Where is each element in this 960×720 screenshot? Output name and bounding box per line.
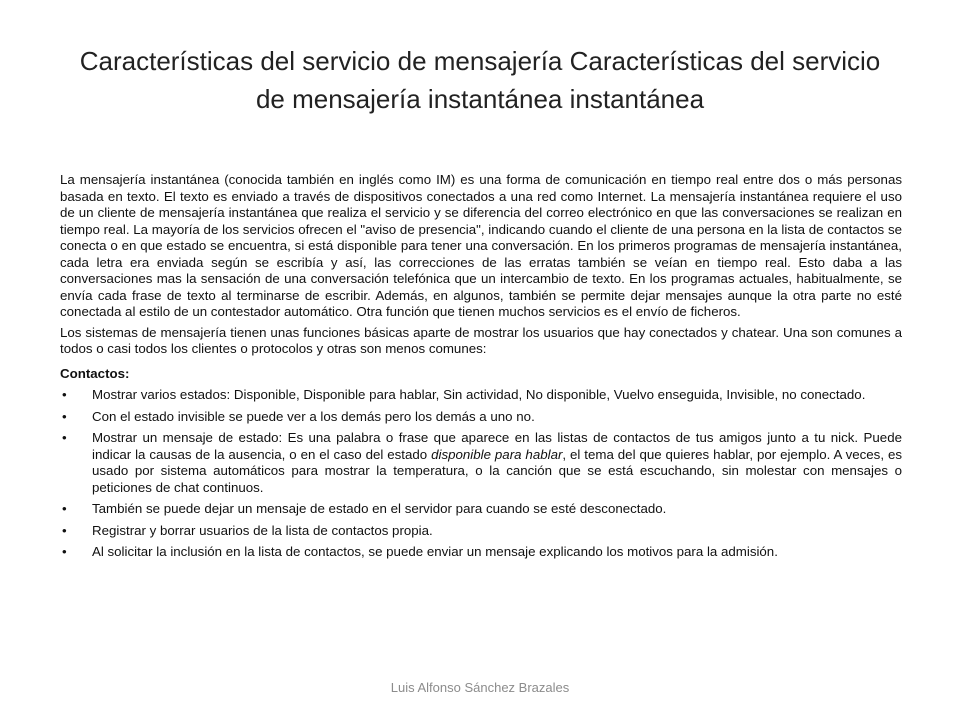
bullet-item-offline-status: [60, 501, 902, 518]
bullet-item-contact-request: [60, 544, 902, 561]
slide-footer: Luis Alfonso Sánchez Brazales: [390, 680, 570, 695]
bullet-text-italic: disponible para hablar: [431, 446, 563, 462]
bullet-icon: •: [62, 408, 67, 424]
bullet-text-start: Mostrar un mensaje de estado: Es una palabra o frase que aparece en las listas de contactos de tus amigos junto a tu nick. Puede indicar la causas de la ausencia, o en el caso del estado: [92, 430, 902, 462]
bullet-text: Al solicitar la inclusión en la lista de contactos, se puede enviar un mensaje explicando los motivos para la admisión.: [92, 544, 778, 559]
bullet-text-end: , el tema del que quieres hablar, por ejemplo. A veces, es usado por sistema automáticos para mostrar la temperatura, o la canción que se está escuchando, sin molestar con mensajes o peticiones de chat continuos.: [92, 446, 902, 495]
bullet-item-status-message: [60, 430, 902, 496]
bullet-item-register-users: [60, 523, 902, 540]
bullet-icon: •: [62, 387, 67, 402]
intro-paragraph: La mensajería instantánea (conocida también en inglés como IM) es una forma de comunicación en tiempo real entre dos o más personas basada en texto. El texto es enviado a través de dispositivos conectados a una red como Internet. La mensajería instantánea requiere el uso de un cliente de mensajería instantánea que realiza el servicio y se diferencia del correo electrónico en que las conversaciones se realizan en tiempo real. La mayoría de los servicios ofrecen el "aviso de presencia", indicando cuando el cliente de una persona en la lista de contactos se conecta o en que estado se encuentra, si está disponible para tener una conversación. En los primeros programas de mensajería instantánea, cada letra era enviada según se escribía y así, las correcciones de las erratas también se veían en tiempo real. Esto daba a las conversaciones mas la sensación de una conversación telefónica que un intercambio de texto. En los programas actuales, habitualmente, se envía cada frase de texto al terminarse de escribir. Además, en algunos, también se permite dejar mensajes aunque la otra parte no esté conectada al estilo de un contestador automático. Otra función que tienen muchos servicios es el envío de ficheros.: [60, 172, 902, 319]
bullet-text: También se puede dejar un mensaje de estado en el servidor para cuando se esté desconectado.: [92, 501, 667, 516]
slide-body: [60, 172, 902, 566]
section-heading: Contactos:: [60, 365, 130, 381]
bullet-text: Registrar y borrar usuarios de la lista de contactos propia.: [92, 522, 433, 538]
bullet-icon: •: [62, 522, 67, 538]
bullet-item-invisible: [60, 409, 902, 426]
bullet-icon: •: [62, 501, 67, 516]
bullet-text: Con el estado invisible se puede ver a los demás pero los demás a uno no.: [92, 408, 535, 424]
functions-paragraph: Los sistemas de mensajería tienen unas funciones básicas aparte de mostrar los usuarios que hay conectados y chatear. Una son comunes a todos o casi todos los clientes o protocolos y otras son menos comunes:: [60, 324, 902, 356]
bullet-icon: •: [62, 430, 67, 445]
bullet-list: [60, 387, 902, 561]
bullet-text: [92, 430, 902, 495]
bullet-icon: •: [62, 544, 67, 559]
slide-title: Características del servicio de mensajería Características del servicio de mensajería instantánea instantánea: [79, 46, 881, 114]
bullet-text: Mostrar varios estados: Disponible, Disponible para hablar, Sin actividad, No disponible, Vuelvo enseguida, Invisible, no conectado.: [92, 387, 866, 402]
bullet-item-states: [60, 387, 902, 404]
